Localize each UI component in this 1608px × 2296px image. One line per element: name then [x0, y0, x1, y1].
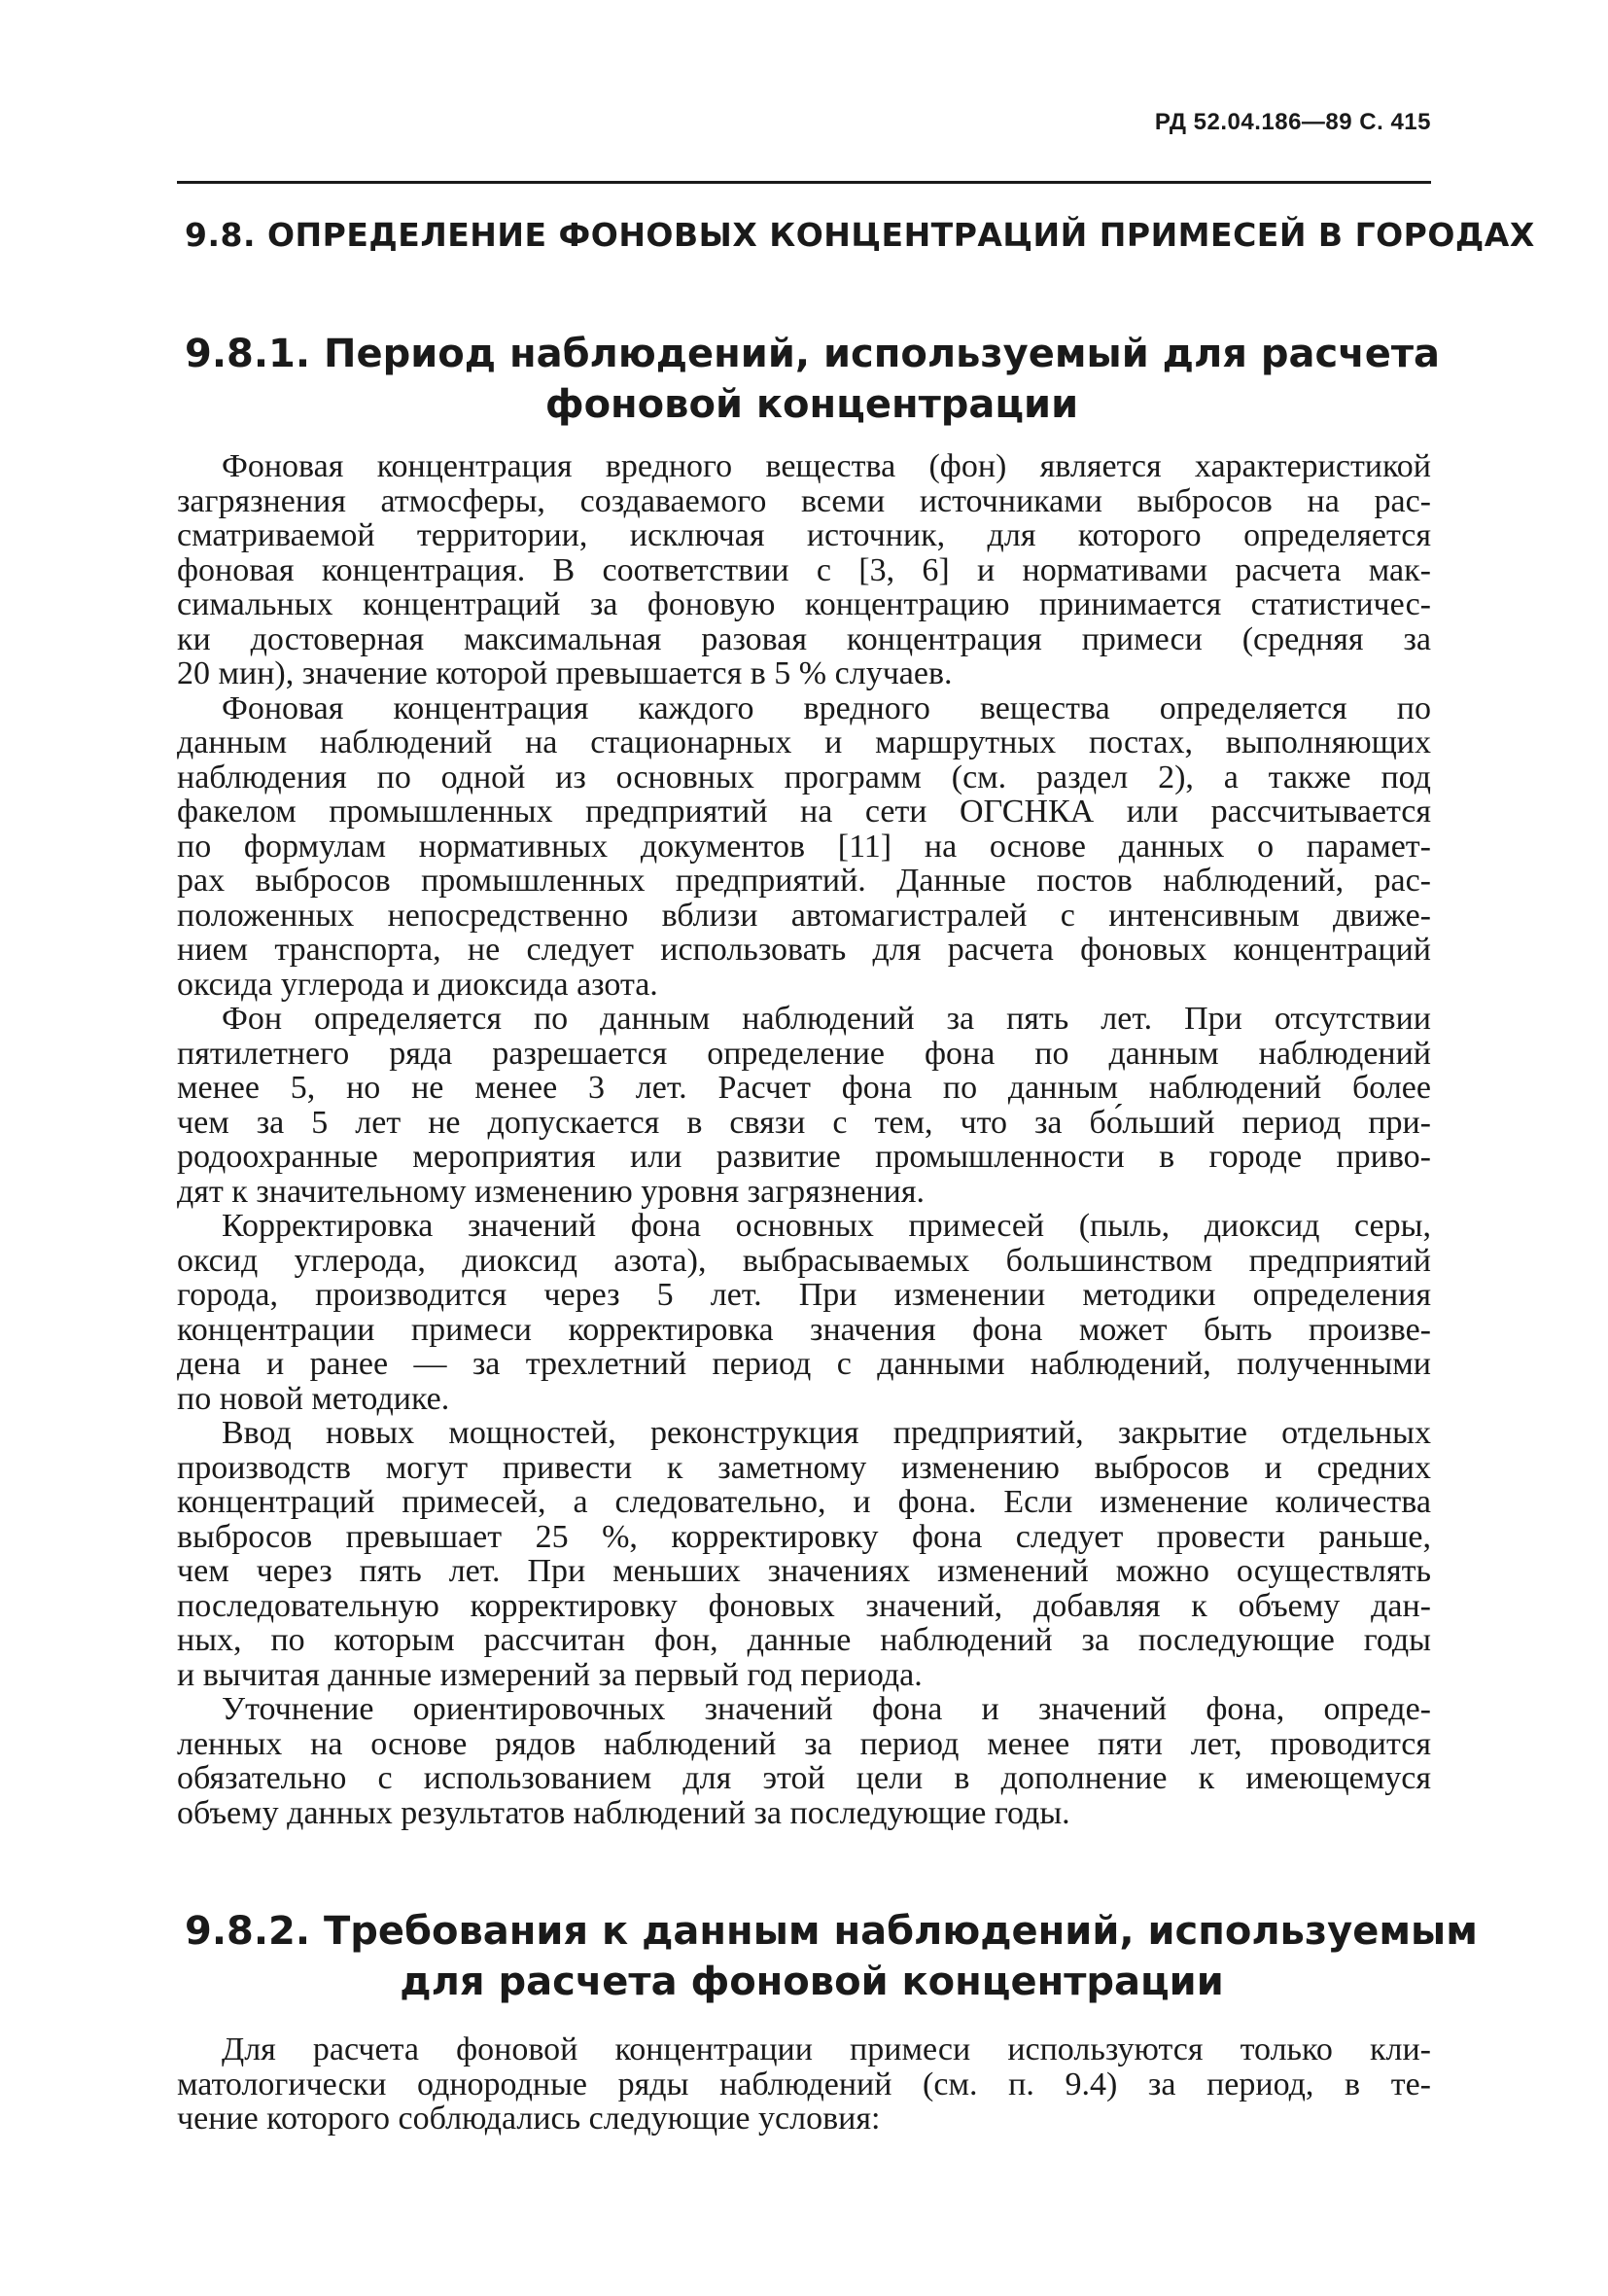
text-line: Для расчета фоновой концентрации примеси используются только кли- — [222, 2031, 1431, 2067]
text-line: матологически однородные ряды наблюдений (см. п. 9.4) за период, в те- — [177, 2066, 1431, 2102]
text-line: концентраций примесей, а следовательно, и фона. Если изменение количества — [177, 1484, 1431, 1520]
text-line: выбросов превышает 25 %, корректировку фона следует провести раньше, — [177, 1518, 1431, 1555]
paragraph — [177, 1416, 1431, 1692]
text-line: города, производится через 5 лет. При изменении методики определения — [177, 1277, 1431, 1313]
text-line: ленных на основе рядов наблюдений за период менее пяти лет, проводится — [177, 1725, 1431, 1762]
subsection-body-9-8-2 — [177, 2032, 1431, 2137]
text-line: чем за 5 лет не допускается в связи с тем, что за бо́льший период при- — [177, 1104, 1431, 1141]
paragraph — [177, 1002, 1431, 1209]
text-line: оксида углерода и диоксида азота. — [177, 966, 658, 1003]
text-line: пятилетнего ряда разрешается определение фона по данным наблюдений — [177, 1035, 1431, 1072]
text-line: чем через пять лет. При меньших значениях изменений можно осуществлять — [177, 1553, 1431, 1589]
text-line: Фоновая концентрация вредного вещества (фон) является характеристикой — [222, 448, 1431, 484]
text-line: симальных концентраций за фоновую концентрацию принимается статистичес- — [177, 586, 1431, 622]
paragraph — [177, 449, 1431, 691]
text-line: объему данных результатов наблюдений за последующие годы. — [177, 1794, 1070, 1831]
text-line: менее 5, но не менее 3 лет. Расчет фона по данным наблюдений более — [177, 1070, 1431, 1106]
text-line: дят к значительному изменению уровня загрязнения. — [177, 1173, 926, 1210]
text-line: наблюдения по одной из основных программ (см. раздел 2), а также под — [177, 759, 1431, 795]
text-line: ки достоверная максимальная разовая концентрация примеси (средняя за — [177, 620, 1431, 657]
text-line: Корректировка значений фона основных примесей (пыль, диоксид серы, — [222, 1208, 1431, 1244]
subsection-heading-9-8-2 — [185, 1906, 1478, 2007]
text-line: фоновая концентрация. В соответствии с [3, 6] и нормативами расчета мак- — [177, 551, 1431, 588]
text-line: родоохранные мероприятия или развитие промышленности в городе приво- — [177, 1139, 1431, 1175]
paragraph — [177, 2032, 1431, 2137]
text-line: 20 мин), значение которой превышается в 5 % случаев. — [177, 655, 953, 691]
text-line: нием транспорта, не следует использовать для расчета фоновых концентраций — [177, 932, 1431, 968]
subsection-heading-line: 9.8.1. Период наблюдений, используемый для расчета — [185, 332, 1440, 376]
paragraph — [177, 1209, 1431, 1416]
text-line: по новой методике. — [177, 1380, 450, 1417]
text-line: оксид углерода, диоксид азота), выбрасываемых большинством предприятий — [177, 1242, 1431, 1279]
text-line: положенных непосредственно вблизи автомагистралей с интенсивным движе- — [177, 897, 1431, 934]
text-line: факелом промышленных предприятий на сети ОГСНКА или рассчитывается — [177, 794, 1431, 830]
text-line: рах выбросов промышленных предприятий. Данные постов наблюдений, рас- — [177, 863, 1431, 899]
text-line: загрязнения атмосферы, создаваемого всеми источниками выбросов на рас- — [177, 482, 1431, 519]
subsection-body-9-8-1 — [177, 449, 1431, 1830]
text-line: последовательную корректировку фоновых значений, добавляя к объему дан- — [177, 1587, 1431, 1624]
text-line: Уточнение ориентировочных значений фона и значений фона, опреде- — [222, 1691, 1431, 1727]
text-line: Фоновая концентрация каждого вредного вещества определяется по — [222, 689, 1431, 726]
text-line: и вычитая данные измерений за первый год периода. — [177, 1656, 923, 1693]
text-line: ных, по которым рассчитан фон, данные наблюдений за последующие годы — [177, 1622, 1431, 1658]
text-line: Ввод новых мощностей, реконструкция предприятий, закрытие отдельных — [222, 1415, 1431, 1451]
subsection-heading-line: 9.8.2. Требования к данным наблюдений, используемым — [185, 1909, 1478, 1954]
text-line: по формулам нормативных документов [11] на основе данных о парамет- — [177, 828, 1431, 865]
paragraph — [177, 1692, 1431, 1830]
text-line: обязательно с использованием для этой цели в дополнение к имеющемуся — [177, 1760, 1431, 1796]
paragraph — [177, 691, 1431, 1003]
subsection-heading-line: фоновой концентрации — [544, 382, 1079, 427]
text-line: Фон определяется по данным наблюдений за пять лет. При отсутствии — [222, 1001, 1431, 1037]
subsection-heading-line: для расчета фоновой концентрации — [400, 1960, 1224, 2004]
running-header: РД 52.04.186—89 С. 415 — [1154, 109, 1431, 135]
header-divider — [177, 181, 1431, 184]
section-title: 9.8. ОПРЕДЕЛЕНИЕ ФОНОВЫХ КОНЦЕНТРАЦИЙ ПРИМЕСЕЙ В ГОРОДАХ — [185, 216, 1535, 254]
text-line: производств могут привести к заметному изменению выбросов и средних — [177, 1449, 1431, 1486]
text-line: чение которого соблюдались следующие условия: — [177, 2101, 881, 2137]
text-line: дена и ранее — за трехлетний период с данными наблюдений, полученными — [177, 1346, 1431, 1382]
text-line: сматриваемой территории, исключая источник, для которого определяется — [177, 517, 1431, 553]
text-line: данным наблюдений на стационарных и маршрутных постах, выполняющих — [177, 724, 1431, 760]
subsection-heading-9-8-1 — [185, 329, 1439, 430]
text-line: концентрации примеси корректировка значения фона может быть произве- — [177, 1311, 1431, 1348]
